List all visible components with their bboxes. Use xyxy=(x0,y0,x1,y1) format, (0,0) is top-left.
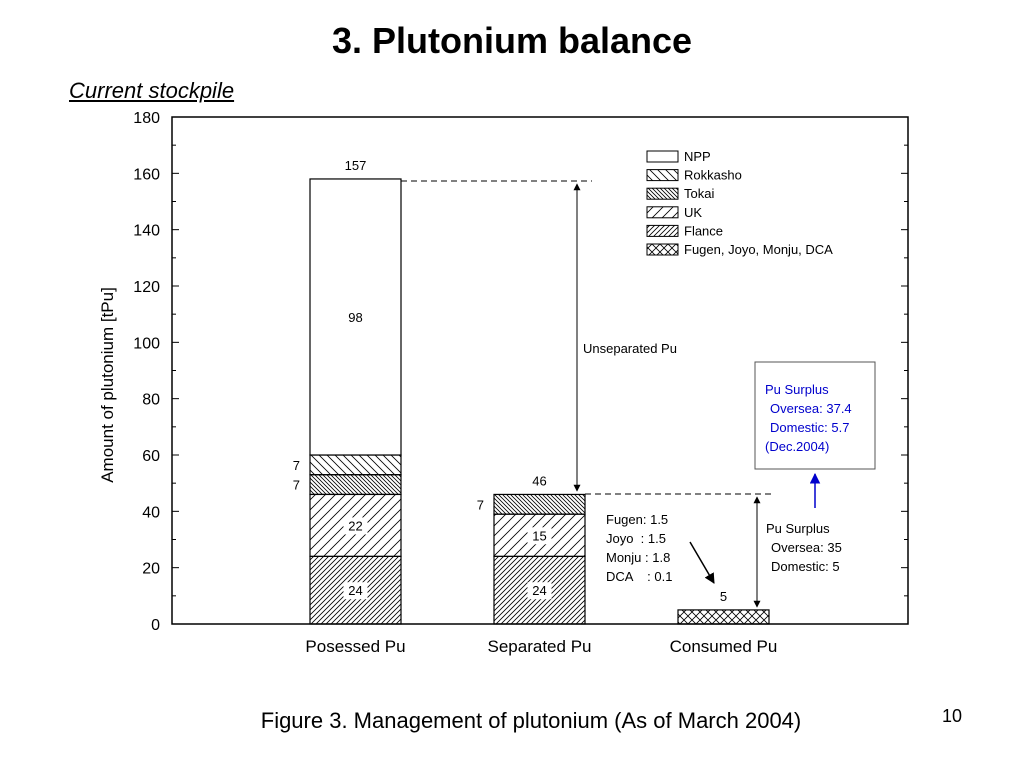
x-axis-categories xyxy=(305,637,777,656)
y-tick-label: 0 xyxy=(151,617,160,634)
consumed-detail-line: DCA : 0.1 xyxy=(606,569,673,584)
y-axis-label: Amount of plutonium [tPu] xyxy=(98,287,117,483)
surplus-box-line: (Dec.2004) xyxy=(765,439,830,454)
bar-total-label: 5 xyxy=(719,588,728,604)
segment-label: 24 xyxy=(348,583,363,599)
legend-label: Fugen, Joyo, Monju, DCA xyxy=(684,242,833,257)
segment-label: 7 xyxy=(292,477,300,493)
consumed-detail-arrow xyxy=(690,542,714,583)
page-number: 10 xyxy=(942,706,963,726)
bar-total-label: 157 xyxy=(344,157,367,173)
legend-swatch xyxy=(647,170,678,181)
segment-label: 24 xyxy=(532,583,547,599)
consumed-detail-line: Fugen: 1.5 xyxy=(606,512,669,527)
unseparated-label: Unseparated Pu xyxy=(583,341,677,356)
bar-segment xyxy=(310,475,401,495)
y-tick-label: 160 xyxy=(133,166,160,184)
y-tick-label: 140 xyxy=(133,222,160,240)
consumed-detail-line: Joyo : 1.5 xyxy=(606,531,666,546)
bar-total-label: 46 xyxy=(532,473,547,489)
surplus-current-line: Pu Surplus xyxy=(766,521,830,536)
x-category-label: Consumed Pu xyxy=(669,637,778,656)
legend-label: Flance xyxy=(684,223,724,239)
segment-label: 22 xyxy=(348,518,363,534)
bar-segment xyxy=(310,455,401,475)
y-tick-label: 60 xyxy=(142,448,160,465)
segment-label: 98 xyxy=(348,309,363,325)
legend-swatch xyxy=(647,207,678,218)
segment-label: 7 xyxy=(292,457,300,473)
legend-swatch xyxy=(647,188,678,199)
segment-label: 15 xyxy=(532,528,547,544)
surplus-current-line: Oversea: 35 xyxy=(771,540,842,555)
bar-segment xyxy=(494,494,585,514)
legend-label: Tokai xyxy=(684,186,715,202)
legend-label: NPP xyxy=(684,149,711,164)
slide-title: 3. Plutonium balance xyxy=(331,20,693,61)
y-tick-label: 120 xyxy=(133,279,160,296)
surplus-box-line: Pu Surplus xyxy=(765,382,829,397)
consumed-detail-line: Monju : 1.8 xyxy=(606,550,671,565)
bar-segment xyxy=(678,610,769,624)
y-tick-label: 100 xyxy=(133,335,160,353)
legend-swatch xyxy=(647,225,678,236)
y-tick-label: 40 xyxy=(142,504,160,522)
y-tick-label: 180 xyxy=(133,110,160,127)
surplus-box-line: Oversea: 37.4 xyxy=(770,401,852,416)
x-category-label: Posessed Pu xyxy=(305,637,406,656)
consumed-detail-annotation xyxy=(606,512,672,584)
chart-subtitle: Current stockpile xyxy=(69,78,235,103)
surplus-box-line: Domestic: 5.7 xyxy=(770,420,850,435)
legend-label: UK xyxy=(684,204,703,220)
y-tick-label: 20 xyxy=(142,560,160,578)
legend-label: Rokkasho xyxy=(684,167,742,183)
surplus-dec2004-box xyxy=(755,362,875,469)
figure-caption: Figure 3. Management of plutonium (As of March 2004) xyxy=(260,708,802,733)
surplus-current-line: Domestic: 5 xyxy=(771,559,840,574)
y-tick-label: 80 xyxy=(142,391,160,409)
surplus-current-annotation xyxy=(766,521,842,574)
x-category-label: Separated Pu xyxy=(487,637,592,656)
legend-swatch xyxy=(647,244,678,255)
legend xyxy=(647,149,833,257)
legend-swatch xyxy=(647,151,678,162)
segment-label: 7 xyxy=(476,497,484,513)
